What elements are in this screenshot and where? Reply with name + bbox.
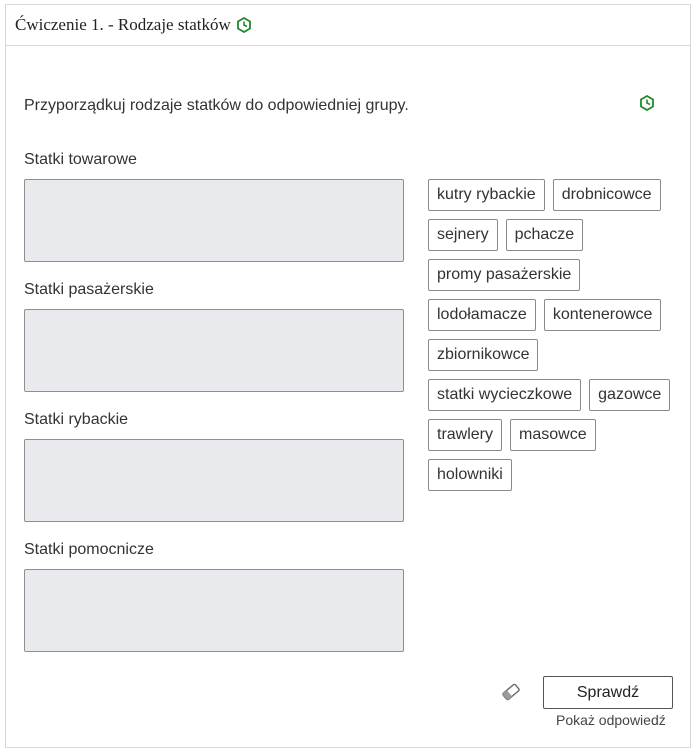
exercise-panel: [5, 4, 691, 748]
draggable-item[interactable]: zbiornikowce: [428, 339, 538, 371]
draggable-item[interactable]: masowce: [510, 419, 596, 451]
exercise-title: Ćwiczenie 1. - Rodzaje statków: [15, 15, 231, 34]
draggable-item[interactable]: holowniki: [428, 459, 512, 491]
group-label-auxiliary: Statki pomocnicze: [24, 541, 154, 558]
draggable-item[interactable]: sejnery: [428, 219, 498, 251]
exercise-hex-icon: [236, 17, 252, 33]
draggable-item[interactable]: lodołamacze: [428, 299, 536, 331]
instruction-hex-icon: [639, 95, 655, 111]
dropzone-fishing[interactable]: [24, 439, 404, 522]
group-label-passenger: Statki pasażerskie: [24, 281, 154, 298]
check-button[interactable]: Sprawdź: [543, 676, 673, 709]
draggable-item[interactable]: promy pasażerskie: [428, 259, 580, 291]
draggable-item[interactable]: gazowce: [589, 379, 670, 411]
show-answer-link[interactable]: Pokaż odpowiedź: [556, 712, 666, 728]
dropzone-cargo[interactable]: [24, 179, 404, 262]
dropzone-passenger[interactable]: [24, 309, 404, 392]
draggable-item[interactable]: pchacze: [506, 219, 584, 251]
eraser-icon[interactable]: [500, 681, 522, 703]
instruction-text: Przyporządkuj rodzaje statków do odpowiedniej grupy.: [24, 97, 409, 114]
exercise-header: [6, 5, 690, 46]
draggable-item[interactable]: drobnicowce: [553, 179, 661, 211]
draggable-item[interactable]: trawlery: [428, 419, 502, 451]
dropzone-auxiliary[interactable]: [24, 569, 404, 652]
draggable-item[interactable]: kutry rybackie: [428, 179, 545, 211]
item-bank: [428, 179, 680, 491]
group-label-fishing: Statki rybackie: [24, 411, 129, 428]
draggable-item[interactable]: kontenerowce: [544, 299, 662, 331]
draggable-item[interactable]: statki wycieczkowe: [428, 379, 581, 411]
group-label-cargo: Statki towarowe: [24, 151, 137, 168]
